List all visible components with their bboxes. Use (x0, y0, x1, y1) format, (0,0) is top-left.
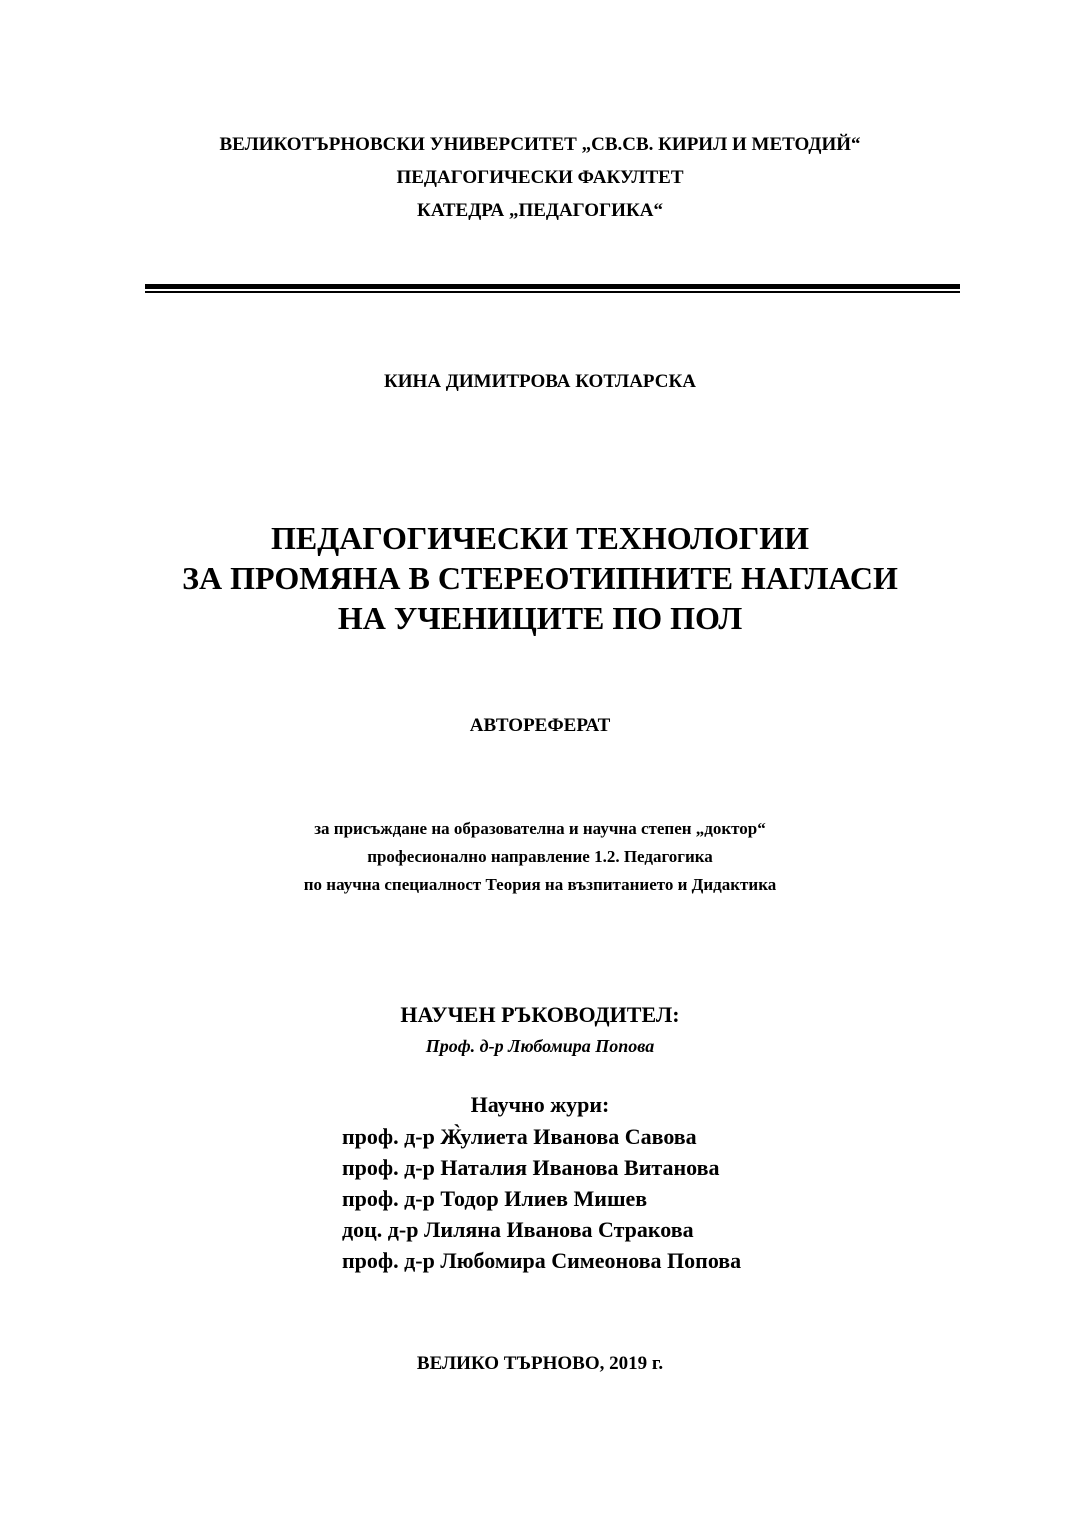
degree-line-1: за присъждане на образователна и научна степен „доктор“ (314, 819, 766, 838)
title-line-2: ЗА ПРОМЯНА В СТЕРЕОТИПНИТЕ НАГЛАСИ (182, 560, 898, 596)
department-name: КАТЕДРА „ПЕДАГОГИКА“ (417, 200, 663, 221)
jury-member: проф. д-р Любомира Симеонова Попова (342, 1248, 742, 1273)
faculty-name: ПЕДАГОГИЧЕСКИ ФАКУЛТЕТ (396, 167, 684, 188)
title-line-3: НА УЧЕНИЦИТЕ ПО ПОЛ (337, 600, 743, 636)
document-type: АВТОРЕФЕРАТ (469, 715, 611, 736)
supervisor-name: Проф. д-р Любомира Попова (425, 1036, 655, 1056)
jury-member: проф. д-р Тодор Илиев Мишев (342, 1186, 648, 1211)
degree-info (0, 815, 1080, 899)
jury-member: проф. д-р Наталия Иванова Витанова (342, 1155, 720, 1180)
supervisor-label: НАУЧЕН РЪКОВОДИТЕЛ: (400, 1002, 680, 1027)
jury-member: доц. д-р Лиляна Иванова Стракова (342, 1217, 694, 1242)
university-name: ВЕЛИКОТЪРНОВСКИ УНИВЕРСИТЕТ „СВ.СВ. КИРИЛ И МЕТОДИЙ“ (219, 134, 861, 155)
header-divider-thick (145, 284, 960, 289)
author-name: КИНА ДИМИТРОВА КОТЛАРСКА (383, 371, 696, 392)
title-line-1: ПЕДАГОГИЧЕСКИ ТЕХНОЛОГИИ (271, 520, 809, 556)
institution-header (0, 128, 1080, 227)
jury-list (342, 1121, 942, 1276)
degree-line-2: професионално направление 1.2. Педагогика (367, 847, 713, 866)
jury-member: проф. д-р Ж̀улиета Иванова Савова (342, 1124, 697, 1149)
degree-line-3: по научна специалност Теория на възпитанието и Дидактика (303, 875, 777, 894)
jury-label: Научно жури: (470, 1092, 610, 1117)
place-and-year: ВЕЛИКО ТЪРНОВО, 2019 г. (416, 1353, 664, 1374)
header-divider-thin (145, 291, 960, 293)
document-title (0, 518, 1080, 638)
